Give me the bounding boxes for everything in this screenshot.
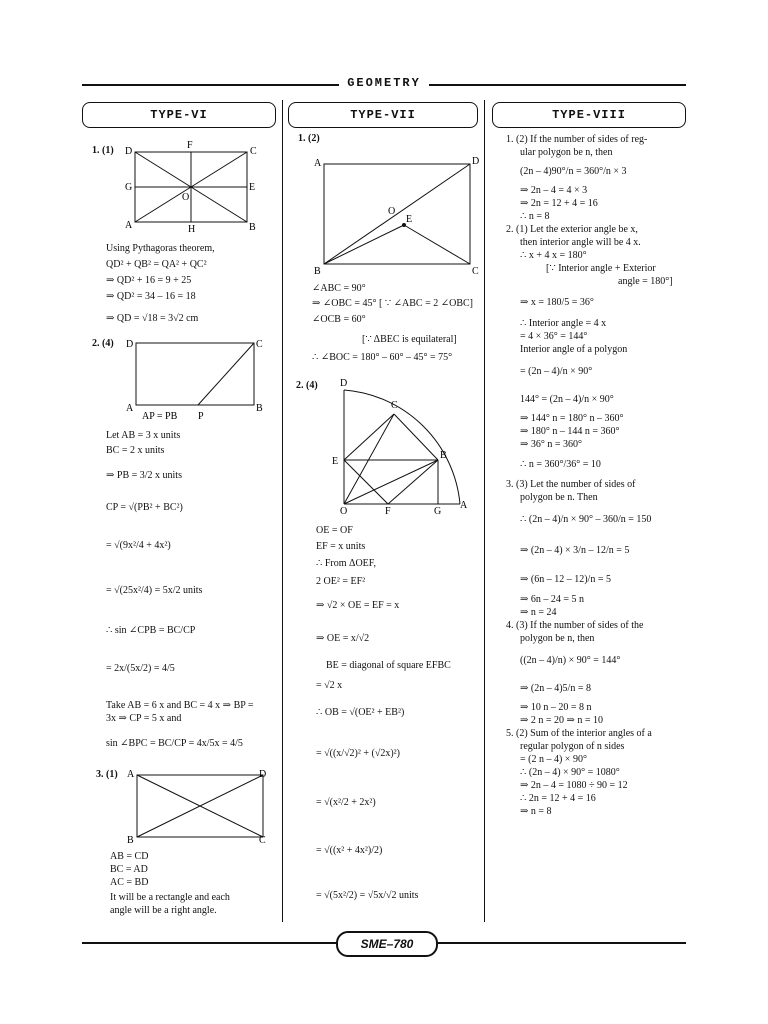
c1-text: QD² + QB² = QA² + QC²: [106, 259, 207, 270]
svg-text:AP = PB: AP = PB: [142, 411, 178, 422]
c2-text: ⇒ OE = x/√2: [316, 633, 370, 644]
c3-solutions: [506, 133, 682, 818]
c3-line: ⇒ 2 n = 20 ⇒ n = 10: [520, 715, 604, 726]
svg-text:H: H: [188, 224, 196, 235]
svg-text:O: O: [182, 192, 190, 203]
c3-line: ⇒ 144° n = 180° n – 360°: [520, 413, 624, 424]
c2-text: ∴ OB = √(OE² + EB²): [316, 707, 405, 718]
c3-line: ⇒ x = 180/5 = 36°: [520, 297, 594, 308]
svg-text:C: C: [391, 400, 398, 411]
type-vii-heading: TYPE-VII: [288, 102, 478, 128]
c3-line: 1. (2) If the number of sides of reg-: [506, 134, 648, 145]
svg-text:A: A: [125, 220, 133, 231]
c1-text: sin ∠BPC = BC/CP = 4x/5x = 4/5: [106, 738, 243, 749]
svg-text:A: A: [126, 403, 134, 414]
c1-text: angle will be a right angle.: [110, 905, 217, 916]
c2-text: ⇒ √2 × OE = EF = x: [316, 600, 400, 611]
svg-text:G: G: [434, 506, 442, 517]
c3-line: ⇒ 2n – 4 = 4 × 3: [520, 185, 588, 196]
svg-text:D: D: [259, 769, 267, 780]
c2-text: [∵ ΔBEC is equilateral]: [362, 334, 457, 345]
c3-line: angle = 180°]: [618, 276, 673, 287]
c2-text: ∠ABC = 90°: [312, 283, 366, 294]
c1-q2-label: 2. (4): [92, 338, 114, 349]
c3-line: ∴ n = 360°/36° = 10: [520, 459, 601, 470]
c3-line: polygon be n, then: [520, 633, 595, 644]
c3-line: 5. (2) Sum of the interior angles of a: [506, 728, 652, 739]
c1-text: AB = CD: [110, 851, 149, 862]
c3-line: ∴ Interior angle = 4 x: [520, 318, 607, 329]
c3-line: 4. (3) If the number of sides of the: [506, 620, 644, 631]
c2-text: = √(5x²/2) = √5x/√2 units: [316, 890, 419, 901]
c2-q2-label: 2. (4): [296, 380, 318, 391]
c2-text: ∴ From ΔOEF,: [316, 558, 377, 569]
c3-line: = 4 × 36° = 144°: [520, 331, 588, 342]
figure-quarter-circle: [330, 378, 480, 518]
c1-text: AC = BD: [110, 877, 149, 888]
c3-line: ((2n – 4)/n) × 90° = 144°: [520, 655, 621, 666]
c3-line: ⇒ 36° n = 360°: [520, 439, 583, 450]
c3-line: ular polygon be n, then: [520, 147, 613, 158]
c1-text: = √(25x²/4) = 5x/2 units: [106, 585, 203, 596]
c1-text: It will be a rectangle and each: [110, 892, 230, 903]
figure-rectangle-dcab: [120, 335, 280, 425]
c3-line: Interior angle of a polygon: [520, 344, 628, 355]
svg-text:C: C: [259, 835, 266, 846]
c2-text: BE = diagonal of square EFBC: [326, 660, 451, 671]
c2-text: = √((x² + 4x²)/2): [316, 845, 383, 856]
c3-line: = (2 n – 4) × 90°: [520, 754, 587, 765]
c3-line: ⇒ 6n – 24 = 5 n: [520, 594, 585, 605]
svg-text:E: E: [406, 214, 413, 225]
svg-text:D: D: [340, 378, 348, 389]
c3-line: ⇒ n = 8: [520, 806, 552, 817]
c1-text: = √(9x²/4 + 4x²): [106, 540, 171, 551]
c3-line: then interior angle will be 4 x.: [520, 237, 641, 248]
c2-text: = √((x/√2)² + (√2x)²): [316, 748, 400, 759]
svg-text:B: B: [256, 403, 263, 414]
svg-text:B: B: [314, 266, 321, 277]
svg-text:D: D: [125, 146, 133, 157]
c3-line: polygon be n. Then: [520, 492, 598, 503]
svg-text:C: C: [472, 266, 479, 277]
c3-line: = (2n – 4)/n × 90°: [520, 366, 593, 377]
c1-text: ⇒ QD = √18 = 3√2 cm: [106, 313, 199, 324]
figure-rectangle-adbc: [125, 765, 285, 845]
c2-text: ∴ ∠BOC = 180° – 60° – 45° = 75°: [312, 352, 453, 363]
svg-text:D: D: [472, 156, 480, 167]
c3-line: ∴ (2n – 4) × 90° = 1080°: [520, 767, 620, 778]
c2-text: OE = OF: [316, 525, 353, 536]
c1-text: CP = √(PB² + BC²): [106, 502, 183, 513]
c3-line: ⇒ (2n – 4)5/n = 8: [520, 683, 591, 694]
c1-q3-label: 3. (1): [96, 769, 118, 780]
c1-text: BC = 2 x units: [106, 445, 165, 456]
c1-text: Let AB = 3 x units: [106, 430, 181, 441]
page-title: GEOMETRY: [0, 76, 768, 90]
c3-line: ⇒ (6n – 12 – 12)/n = 5: [520, 574, 611, 585]
c3-line: ∴ 2n = 12 + 4 = 16: [520, 793, 596, 804]
figure-rectangle-dfcb: [120, 140, 280, 235]
c3-line: ∴ x + 4 x = 180°: [520, 250, 587, 261]
c3-line: (2n – 4)90°/n = 360°/n × 3: [520, 166, 627, 177]
c1-text: ⇒ QD² = 34 – 16 = 18: [106, 291, 196, 302]
type-viii-heading: TYPE-VIII: [492, 102, 686, 128]
c1-text: Take AB = 6 x and BC = 4 x ⇒ BP =: [106, 700, 254, 711]
c2-text: = √2 x: [316, 680, 343, 691]
c3-line: 3. (3) Let the number of sides of: [506, 479, 636, 490]
c1-text: Using Pythagoras theorem,: [106, 243, 215, 254]
c3-line: ⇒ 10 n – 20 = 8 n: [520, 702, 592, 713]
c3-line: ⇒ (2n – 4) × 3/n – 12/n = 5: [520, 545, 630, 556]
c1-text: ⇒ PB = 3/2 x units: [106, 470, 182, 481]
c3-line: [∵ Interior angle + Exterior: [546, 263, 656, 274]
svg-text:O: O: [340, 506, 348, 517]
svg-text:F: F: [187, 140, 193, 151]
c3-line: 144° = (2n – 4)/n × 90°: [520, 394, 614, 405]
c3-line: regular polygon of n sides: [520, 741, 625, 752]
c3-line: ⇒ 2n – 4 = 1080 ÷ 90 = 12: [520, 780, 628, 791]
svg-text:O: O: [388, 206, 396, 217]
c2-text: EF = x units: [316, 541, 366, 552]
svg-text:C: C: [250, 146, 257, 157]
c3-line: ∴ n = 8: [520, 211, 550, 222]
svg-text:E: E: [332, 456, 339, 467]
c2-text: ⇒ ∠OBC = 45° [ ∵ ∠ABC = 2 ∠OBC]: [312, 298, 474, 309]
c1-text: BC = AD: [110, 864, 148, 875]
svg-text:P: P: [198, 411, 204, 422]
svg-text:B: B: [249, 222, 256, 233]
c3-line: ∴ (2n – 4)/n × 90° – 360/n = 150: [520, 514, 652, 525]
c3-line: ⇒ n = 24: [520, 607, 557, 618]
svg-text:A: A: [127, 769, 135, 780]
svg-text:C: C: [256, 339, 263, 350]
c1-q1-label: 1. (1): [92, 145, 114, 156]
type-vi-heading: TYPE-VI: [82, 102, 276, 128]
c1-text: 3x ⇒ CP = 5 x and: [106, 713, 182, 724]
c3-line: 2. (1) Let the exterior angle be x,: [506, 224, 638, 235]
page-number-badge: SME–780: [336, 931, 438, 957]
c3-line: ⇒ 2n = 12 + 4 = 16: [520, 198, 598, 209]
c2-text: 2 OE² = EF²: [316, 576, 366, 587]
c3-line: ⇒ 180° n – 144 n = 360°: [520, 426, 620, 437]
c1-text: = 2x/(5x/2) = 4/5: [106, 663, 175, 674]
svg-text:F: F: [385, 506, 391, 517]
c2-text: = √(x²/2 + 2x²): [316, 797, 376, 808]
svg-text:E: E: [249, 182, 256, 193]
figure-rectangle-adbc-2: [310, 150, 485, 280]
svg-text:D: D: [126, 339, 134, 350]
svg-text:A: A: [460, 500, 468, 511]
svg-text:A: A: [314, 158, 322, 169]
svg-text:B: B: [127, 835, 134, 846]
c1-text: ∴ sin ∠CPB = BC/CP: [106, 625, 196, 636]
svg-text:G: G: [125, 182, 133, 193]
c2-q1-label: 1. (2): [298, 133, 320, 144]
c1-text: ⇒ QD² + 16 = 9 + 25: [106, 275, 192, 286]
c2-text: ∠OCB = 60°: [312, 314, 366, 325]
svg-text:B: B: [440, 450, 447, 461]
